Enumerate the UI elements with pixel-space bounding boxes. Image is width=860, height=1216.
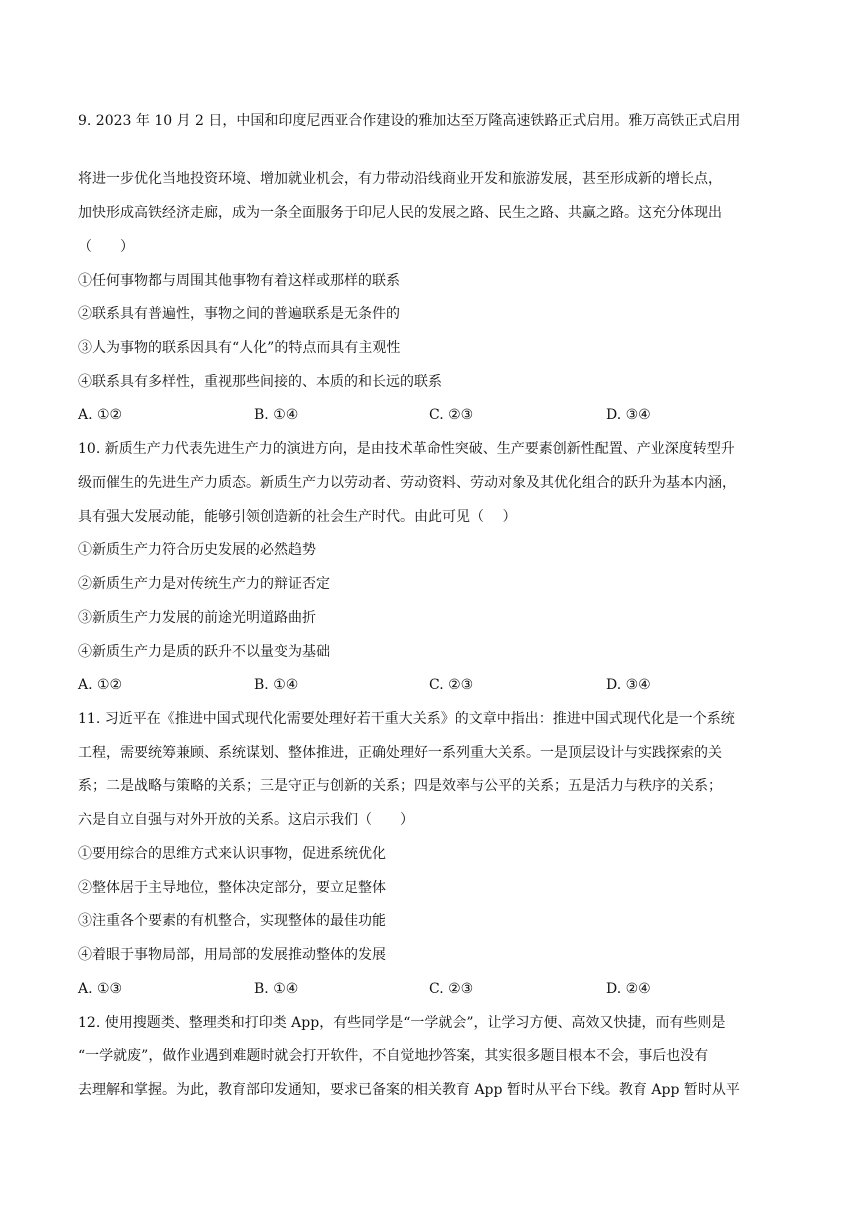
q12-stem-line-3: 去理解和掌握。为此，教育部印发通知，要求已备案的相关教育 App 暂时从平台下线。教育 App 暂时从平 xyxy=(78,1082,740,1098)
q12-stem-line-2: “一学就废”，做作业遇到难题时就会打开软件，不自觉地抄答案，其实很多题目根本不会，事后也没有 xyxy=(78,1048,709,1064)
q9-options xyxy=(78,405,778,425)
q10-option-c[interactable]: C. ②③ xyxy=(429,677,474,693)
q10-stem-line-3: 具有强大发展动能，能够引领创造新的社会生产时代。由此可见（ ） xyxy=(78,509,517,525)
q10-statement-1: ①新质生产力符合历史发展的必然趋势 xyxy=(78,542,316,558)
q10-option-d[interactable]: D. ③④ xyxy=(606,677,651,693)
q11-option-c[interactable]: C. ②③ xyxy=(429,981,474,997)
q11-stem-line-3: 系；二是战略与策略的关系；三是守正与创新的关系；四是效率与公平的关系；五是活力与秩序的关系； xyxy=(78,778,722,794)
q10-statement-3: ③新质生产力发展的前途光明道路曲折 xyxy=(78,610,316,626)
q11-option-a[interactable]: A. ①③ xyxy=(78,981,123,997)
q11-stem-line-4: 六是自立自强与对外开放的关系。这启示我们（ ） xyxy=(78,812,414,828)
q11-option-d[interactable]: D. ②④ xyxy=(606,981,651,997)
q10-statement-4: ④新质生产力是质的跃升不以量变为基础 xyxy=(78,644,330,660)
q11-option-b[interactable]: B. ①④ xyxy=(254,981,299,997)
q10-options xyxy=(78,675,778,695)
q9-statement-4: ④联系具有多样性，重视那些间接的、本质的和长远的联系 xyxy=(78,374,442,390)
q11-statement-1: ①要用综合的思维方式来认识事物，促进系统优化 xyxy=(78,846,386,862)
q11-statement-4: ④着眼于事物局部，用局部的发展推动整体的发展 xyxy=(78,947,386,963)
q11-stem-line-2: 工程，需要统筹兼顾、系统谋划、整体推进，正确处理好一系列重大关系。一是顶层设计与实践探索的关 xyxy=(78,745,722,761)
q10-option-b[interactable]: B. ①④ xyxy=(254,677,299,693)
q9-option-b[interactable]: B. ①④ xyxy=(254,407,299,423)
q9-statement-1: ①任何事物都与周围其他事物有着这样或那样的联系 xyxy=(78,273,400,289)
q10-statement-2: ②新质生产力是对传统生产力的辩证否定 xyxy=(78,576,330,592)
q10-stem-line-2: 级而催生的先进生产力质态。新质生产力以劳动者、劳动资料、劳动对象及其优化组合的跃升为基本内涵， xyxy=(78,475,736,491)
q11-statement-3: ③注重各个要素的有机整合，实现整体的最佳功能 xyxy=(78,913,386,929)
q9-answer-bracket: （ ） xyxy=(78,239,134,255)
q11-options xyxy=(78,979,778,999)
q10-stem-line-1: 10. 新质生产力代表先进生产力的演进方向，是由技术革命性突破、生产要素创新性配置、产业深度转型升 xyxy=(78,441,735,457)
q9-statement-3: ③人为事物的联系因具有“人化”的特点而具有主观性 xyxy=(78,340,401,356)
q9-option-a[interactable]: A. ①② xyxy=(78,407,123,423)
q9-option-d[interactable]: D. ③④ xyxy=(606,407,651,423)
q11-stem-line-1: 11. 习近平在《推进中国式现代化需要处理好若干重大关系》的文章中指出：推进中国式现代化是一个系统 xyxy=(78,711,735,727)
q9-stem-line-2: 将进一步优化当地投资环境、增加就业机会，有力带动沿线商业开发和旅游发展，甚至形成新的增长点， xyxy=(78,171,722,187)
q10-option-a[interactable]: A. ①② xyxy=(78,677,123,693)
q9-stem-line-1: 9. 2023 年 10 月 2 日，中国和印度尼西亚合作建设的雅加达至万隆高速铁路正式启用。雅万高铁正式启用 xyxy=(78,113,741,129)
q12-stem-line-1: 12. 使用搜题类、整理类和打印类 App，有些同学是“一学就会”，让学习方便、高效又快捷，而有些则是 xyxy=(78,1015,726,1031)
q9-stem-line-3: 加快形成高铁经济走廊，成为一条全面服务于印尼人民的发展之路、民生之路、共赢之路。这充分体现出 xyxy=(78,205,722,221)
q9-statement-2: ②联系具有普遍性，事物之间的普遍联系是无条件的 xyxy=(78,306,400,322)
q11-statement-2: ②整体居于主导地位，整体决定部分，要立足整体 xyxy=(78,880,386,896)
q9-option-c[interactable]: C. ②③ xyxy=(429,407,474,423)
